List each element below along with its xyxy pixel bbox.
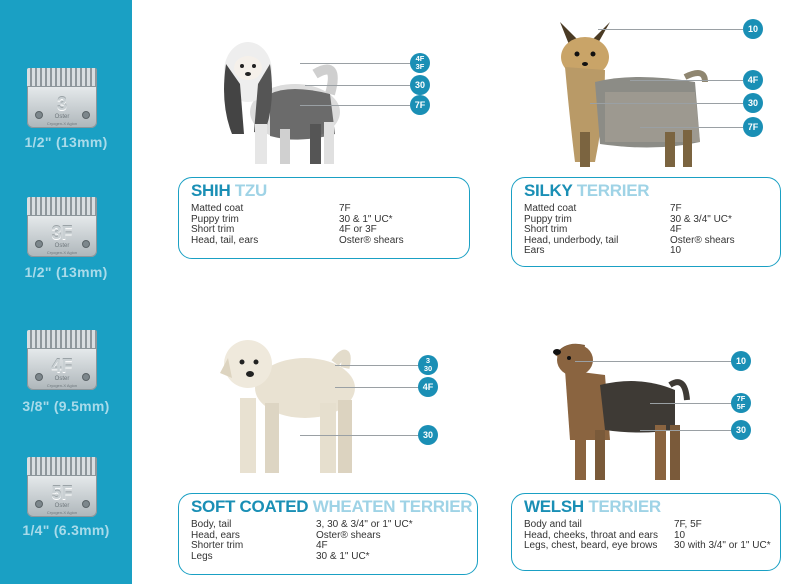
marker-line: [598, 29, 743, 30]
marker-line: [575, 361, 733, 362]
blade-brand: Oster: [54, 376, 70, 382]
blade-number: 4F: [51, 356, 73, 376]
marker-line: [300, 63, 412, 64]
welsh-terrier-photo: [545, 330, 705, 485]
breed-title: SHIH TZU: [191, 181, 267, 200]
wheaten-terrier-card: SOFT COATED WHEATEN TERRIER Body, tail 3, 30 & 3/4" or 1" UC* Head, ears Oster® shears Shorter trim 4F Legs 30 & 1" UC*: [178, 493, 478, 575]
marker-line: [300, 435, 420, 436]
blade-sidebar: [0, 0, 132, 584]
blade-subtitle: Cryogen-X Agion: [46, 510, 78, 515]
blade-marker-badge: 30: [731, 420, 751, 440]
blade-number: 3: [56, 94, 67, 114]
blade-number: 5F: [51, 483, 73, 503]
marker-line: [590, 103, 743, 104]
shih-tzu-photo: [200, 24, 350, 174]
marker-line: [640, 430, 733, 431]
blade-marker-badge: 4F: [418, 377, 438, 397]
breed-title: SILKY TERRIER: [524, 181, 650, 200]
silky-terrier-card: SILKY TERRIER Matted coat 7F Puppy trim 30 & 3/4" UC* Short trim 4F Head, underbody, tail Oster® shears Ears 10: [511, 177, 781, 267]
blade-marker-badge: 7F: [743, 117, 763, 137]
marker-line: [335, 365, 420, 366]
marker-line: [300, 105, 410, 106]
blade-marker-badge: 30: [418, 425, 438, 445]
marker-line: [650, 403, 733, 404]
shih-tzu-card: SHIH TZU Matted coat 7F Puppy trim 30 & 1" UC* Short trim 4F or 3F Head, tail, ears Oster® shears: [178, 177, 470, 259]
blade-marker-badge: 30: [743, 93, 763, 113]
welsh-terrier-card: WELSH TERRIER Body and tail 7F, 5F Head, cheeks, throat and ears 10 Legs, chest, beard, eye brows 30 with 3/4" or 1" UC*: [511, 493, 781, 571]
marker-line: [335, 387, 420, 388]
marker-line: [640, 127, 743, 128]
blade-marker-badge: 4F: [743, 70, 763, 90]
marker-line: [305, 85, 410, 86]
wheaten-terrier-photo: [210, 328, 370, 483]
blade-size-label: 1/2" (13mm): [24, 264, 108, 280]
marker-line: [630, 80, 743, 81]
blade-subtitle: Cryogen-X Agion: [46, 383, 78, 388]
blade-marker-badge: 7F 5F: [731, 393, 751, 413]
silky-terrier-photo: [535, 12, 710, 172]
blade-brand: Oster: [54, 114, 70, 120]
blade-marker-badge: 10: [743, 19, 763, 39]
blade-marker-badge: 7F: [410, 95, 430, 115]
blade-brand: Oster: [54, 243, 70, 249]
blade-marker-badge: 3 30: [418, 355, 438, 375]
blade-marker-badge: 30: [410, 75, 430, 95]
blade-size-label: 3/8" (9.5mm): [22, 398, 110, 414]
breed-title: SOFT COATED WHEATEN TERRIER: [191, 497, 473, 516]
blade-number: 3F: [51, 223, 73, 243]
blade-marker-badge: 4F 3F: [410, 53, 430, 73]
blade-size-label: 1/4" (6.3mm): [22, 522, 110, 538]
blade-marker-badge: 10: [731, 351, 751, 371]
blade-brand: Oster: [54, 503, 70, 509]
blade-subtitle: Cryogen-X Agion: [46, 250, 78, 255]
blade-subtitle: Cryogen-X Agion: [46, 121, 78, 126]
breed-title: WELSH TERRIER: [524, 497, 661, 516]
blade-size-label: 1/2" (13mm): [24, 134, 108, 150]
